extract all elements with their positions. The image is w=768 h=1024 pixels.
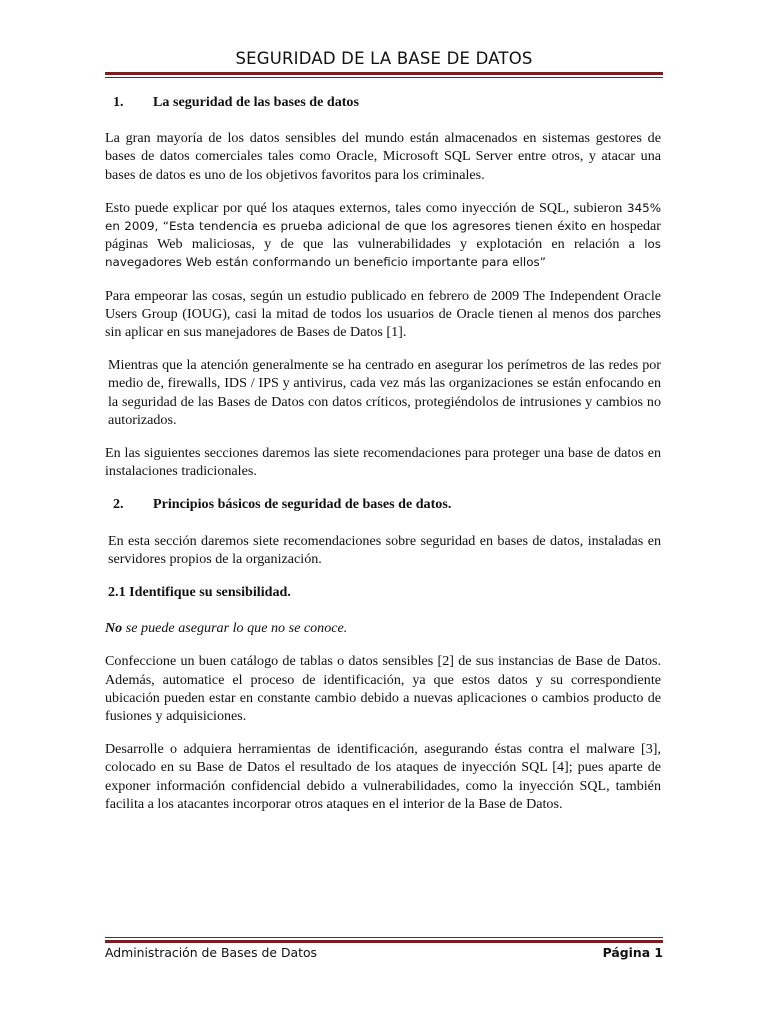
subsection-title: 2.1 Identifique su sensibilidad. [108, 584, 291, 601]
paragraph-text: 345% en 2009, “Esta tendencia es prueba adicional de que los agresores tienen éxito en [105, 200, 661, 234]
section-title: La seguridad de las bases de datos [153, 94, 359, 110]
italic-statement [105, 619, 661, 637]
paragraph-quote [105, 199, 661, 272]
document-body [105, 93, 661, 828]
section-number: 2. [113, 496, 124, 513]
paragraph-text: los navegadores Web están conformando un beneficio importante para ellos” [105, 237, 661, 270]
section-heading-1 [105, 93, 661, 111]
page-footer [105, 945, 663, 960]
paragraph: En esta sección daremos siete recomendaciones sobre seguridad en bases de datos, instaladas en servidores propios de la organización. [108, 532, 661, 567]
subsection-heading [105, 583, 661, 601]
section-number: 1. [113, 94, 124, 110]
footer-title: Administración de Bases de Datos [105, 945, 318, 960]
header-rule-thin [105, 77, 663, 78]
paragraph: Mientras que la atención generalmente se ha centrado en asegurar los perímetros de las redes por medio de, firewalls, IDS / IPS y antivirus, cada vez más las organizaciones se están enfocando en la seguridad de las Bases de Datos con datos críticos, protegiéndolos de intrusiones y cambios no autorizados. [108, 357, 661, 428]
footer-rule-thick [105, 940, 663, 943]
page-number [603, 945, 663, 960]
emphasis-word: No [105, 620, 123, 637]
paragraph-text: Esto puede explicar por qué los ataques externos, tales como inyección de SQL, subieron [105, 199, 623, 216]
paragraph: La gran mayoría de los datos sensibles del mundo están almacenados en sistemas gestores de bases de datos comerciales tales como Oracle, Microsoft SQL Server entre otros, y atacar una bases de datos es uno de los objetivos favoritos para los criminales. [105, 130, 661, 183]
page-label: Página 1 [602, 945, 663, 960]
section-heading-2 [105, 495, 661, 513]
header-rule-thick [105, 72, 663, 75]
statement-text: se puede asegurar lo que no se conoce. [122, 620, 348, 637]
paragraph: Confeccione un buen catálogo de tablas o datos sensibles [2] de sus instancias de Base de Datos. Además, automatice el proceso de identificación, ya que estos datos y su correspondiente ubicación pueden estar en constante cambio debido a nuevas aplicaciones o cambios producto de fusiones y adquisiciones. [105, 653, 661, 725]
paragraph: Desarrolle o adquiera herramientas de identificación, asegurando éstas contra el malware [3], colocado en su Base de Datos el resultado de los ataques de inyección SQL [4]; pues aparte de exponer información confidencial debido a vulnerabilidades, como la inyección SQL, también facilita a los atacantes incorporar otros ataques en el interior de la Base de Datos. [105, 741, 661, 812]
footer-rule-thin [105, 937, 663, 938]
page-header-title: SEGURIDAD DE LA BASE DE DATOS [235, 49, 533, 68]
section-title: Principios básicos de seguridad de bases de datos. [153, 496, 452, 513]
paragraph-text: hospedar páginas Web maliciosas, y de que las vulnerabilidades y explotación en relación a [105, 218, 661, 253]
paragraph: Para empeorar las cosas, según un estudio publicado en febrero de 2009 The Independent Oracle Users Group (IOUG), casi la mitad de todos los usuarios de Oracle tienen al menos dos parches sin aplicar en sus manejadores de Bases de Datos [1]. [105, 287, 661, 341]
paragraph: En las siguientes secciones daremos las siete recomendaciones para proteger una base de datos en instalaciones tradicionales. [105, 445, 661, 480]
